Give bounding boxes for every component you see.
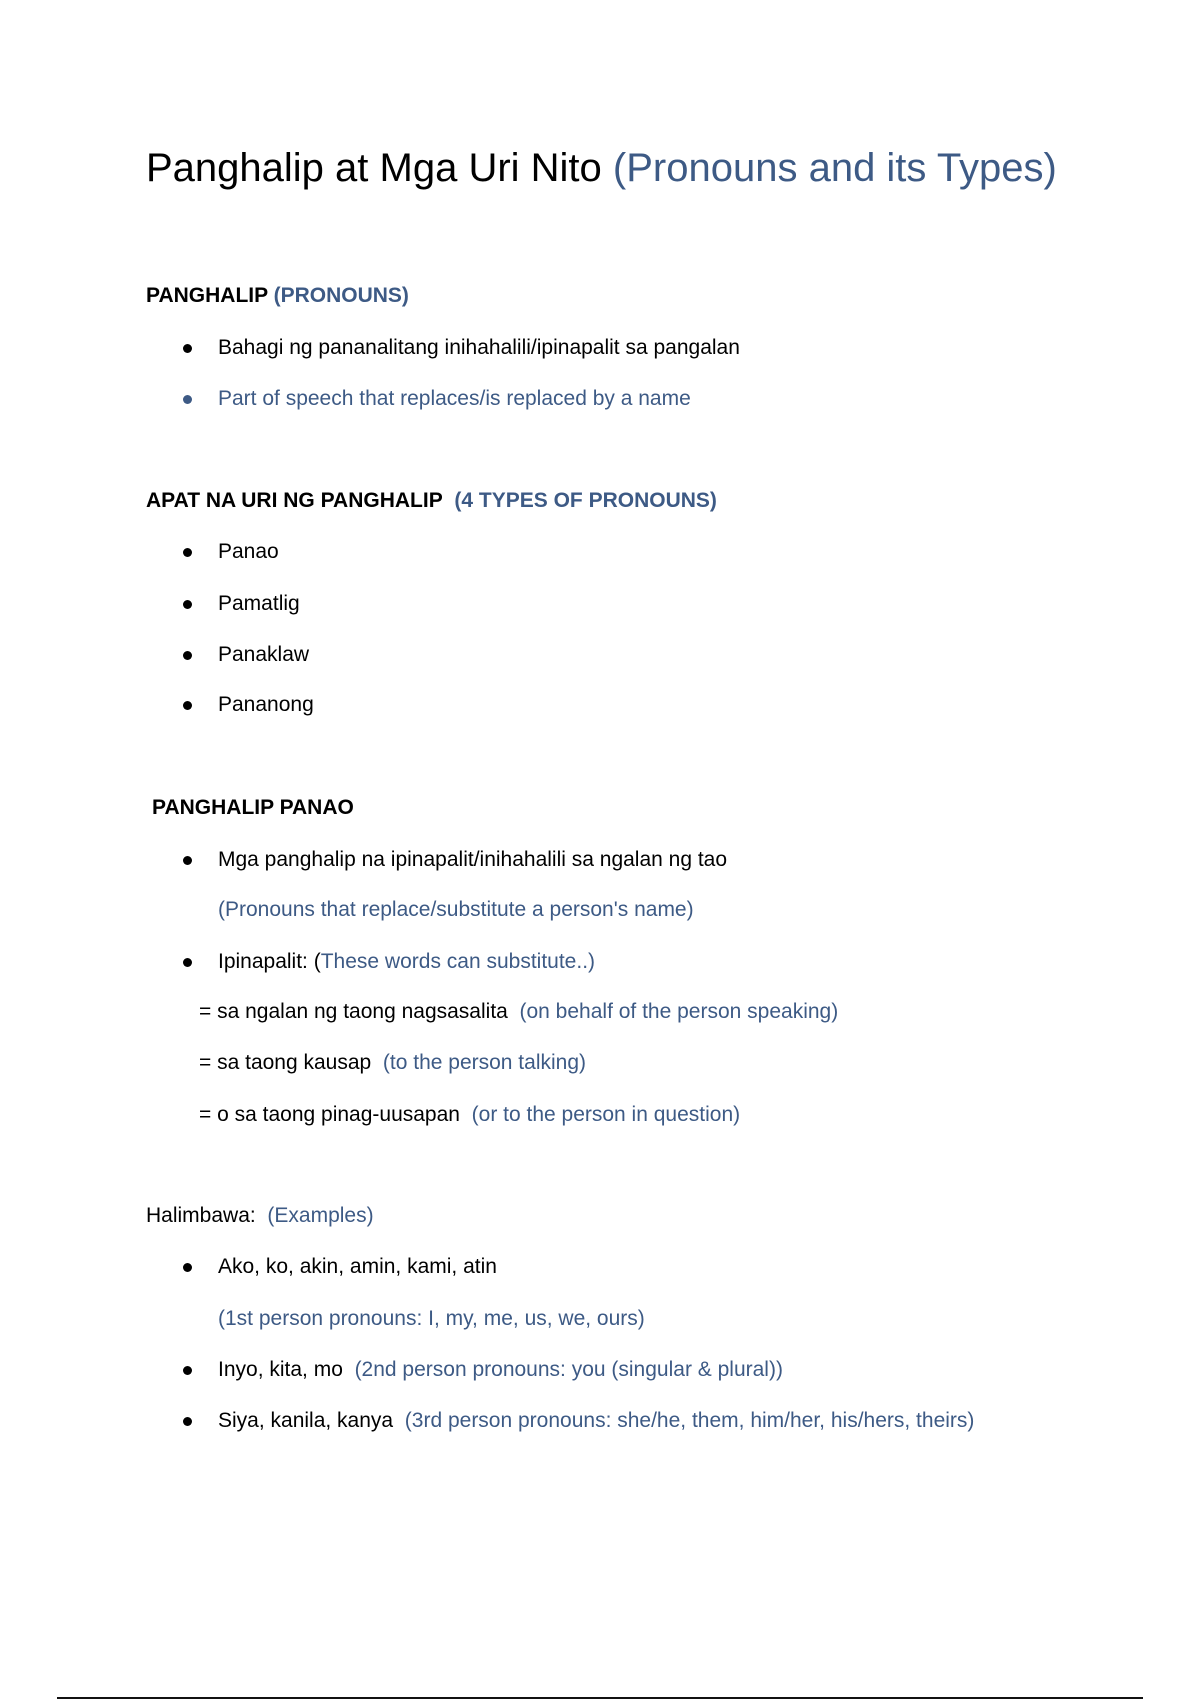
bullet-dot xyxy=(183,344,192,353)
section-heading-types: APAT NA URI NG PANGHALIP (4 TYPES OF PRONOUNS) xyxy=(146,489,717,512)
section-heading-translation: (4 TYPES OF PRONOUNS) xyxy=(454,489,717,512)
list-item: Inyo, kita, mo (2nd person pronouns: you (singular & plural)) xyxy=(218,1358,783,1381)
list-item-translation: (1st person pronouns: I, my, me, us, we, ours) xyxy=(218,1307,645,1330)
list-item-translation: These words can substitute..) xyxy=(320,950,596,973)
list-item: Pananong xyxy=(218,693,314,716)
list-item: Ako, ko, akin, amin, kami, atin xyxy=(218,1255,497,1278)
section-heading-panao: PANGHALIP PANAO xyxy=(152,796,354,819)
list-item: Ipinapalit: (These words can substitute..) xyxy=(218,950,596,973)
title-translation: (Pronouns and its Types) xyxy=(612,146,1057,190)
section-heading-translation: (PRONOUNS) xyxy=(273,284,409,307)
title-main: Panghalip at Mga Uri Nito xyxy=(146,146,602,190)
list-item: Mga panghalip na ipinapalit/inihahalili sa ngalan ng tao xyxy=(218,848,728,871)
substitute-line-translation: (on behalf of the person speaking) xyxy=(519,1000,839,1023)
examples-label: Halimbawa: (Examples) xyxy=(146,1204,374,1227)
bullet-dot xyxy=(183,1417,192,1426)
list-item: Pamatlig xyxy=(218,592,300,615)
section-heading-pronouns: PANGHALIP (PRONOUNS) xyxy=(146,284,409,307)
examples-label-translation: (Examples) xyxy=(267,1204,374,1227)
bullet-dot xyxy=(183,548,192,557)
list-item-translation: (2nd person pronouns: you (singular & plural)) xyxy=(354,1358,783,1381)
bullet-dot xyxy=(183,701,192,710)
list-item-translation: (3rd person pronouns: she/he, them, him/her, his/hers, theirs) xyxy=(404,1409,975,1432)
bullet-dot xyxy=(183,856,192,865)
substitute-line-translation: (to the person talking) xyxy=(382,1051,586,1074)
list-item: Panao xyxy=(218,540,279,563)
substitute-line-translation: (or to the person in question) xyxy=(471,1103,741,1126)
bullet-dot xyxy=(183,395,192,404)
bullet-dot xyxy=(183,651,192,660)
list-item: Part of speech that replaces/is replaced by a name xyxy=(218,387,691,410)
list-item-translation: (Pronouns that replace/substitute a person's name) xyxy=(218,898,694,921)
list-item: Panaklaw xyxy=(218,643,310,666)
bullet-dot xyxy=(183,1263,192,1272)
bullet-dot xyxy=(183,1366,192,1375)
bullet-dot xyxy=(183,600,192,609)
page-bottom-rule xyxy=(57,1697,1143,1699)
substitute-line: = sa taong kausap (to the person talking) xyxy=(199,1051,586,1074)
page-title xyxy=(146,140,1057,196)
substitute-line: = o sa taong pinag-uusapan (or to the person in question) xyxy=(199,1103,741,1126)
bullet-dot xyxy=(183,958,192,967)
substitute-line: = sa ngalan ng taong nagsasalita (on behalf of the person speaking) xyxy=(199,1000,839,1023)
list-item: Bahagi ng pananalitang inihahalili/ipinapalit sa pangalan xyxy=(218,336,740,359)
list-item: Siya, kanila, kanya (3rd person pronouns: she/he, them, him/her, his/hers, theirs) xyxy=(218,1409,975,1432)
